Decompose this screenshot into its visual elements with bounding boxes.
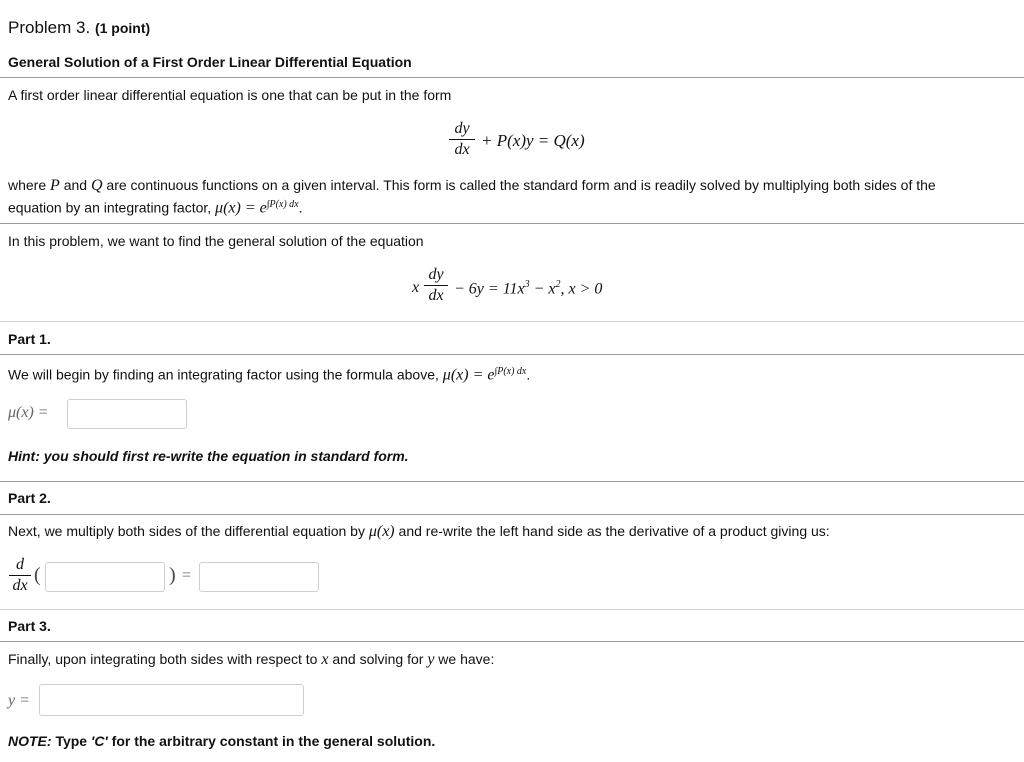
problem-heading: General Solution of a First Order Linear Differential Equation [8,54,412,70]
divider [0,481,1024,482]
standard-form-equation: + P(x)y = Q(x) [481,131,585,150]
product-answer-input[interactable] [45,562,165,592]
divider [0,223,1024,224]
divider [0,354,1024,355]
problem-title [8,18,150,38]
y-answer-input[interactable] [39,684,304,716]
integrating-factor-line: equation by an integrating factor, $\mu(x) = e^{\int P(x) dx}$. [8,199,303,217]
mu-label: μ(x) = [8,404,49,421]
frac-numerator: dy [454,120,470,137]
left-paren: ( [34,564,41,586]
dy-dx-fraction [449,120,475,159]
part3-text: Finally, upon integrating both sides with respect to x and solving for y we have: [8,651,495,668]
problem-number: Problem 3. [8,18,91,37]
problem-lead: In this problem, we want to find the general solution of the equation [8,233,424,249]
intro-text: A first order linear differential equation is one that can be put in the form [8,87,452,103]
right-paren: ) [169,564,176,586]
divider [0,609,1024,610]
rhs-answer-input[interactable] [199,562,319,592]
part2-title: Part 2. [8,490,51,506]
part1-text: We will begin by finding an integrating factor using the formula above, $\mu(x) = e^{\int P(x) dx}$. [8,366,531,384]
problem-equation: − $6y = 11x^3 - x^2$, x > 0 [454,279,603,298]
divider [0,77,1024,78]
divider [0,641,1024,642]
equals-sign: = [182,567,192,584]
frac-denominator: dx [454,141,470,158]
y-label: y = [8,692,30,709]
part1-hint: Hint: you should first re-write the equation in standard form. [8,448,409,464]
where-line: where P and Q are continuous functions on a given interval. This form is called the standard form and is readily solved by multiplying both sides of the [8,177,936,194]
mu-answer-input[interactable] [67,399,187,429]
problem-points: (1 point) [94,20,151,36]
dy-dx-fraction: dy dx [424,266,448,305]
eq-x: x [412,279,420,296]
divider [0,514,1024,515]
part3-note: NOTE: Type 'C' for the arbitrary constant in the general solution. [8,733,436,749]
d-dx-fraction: d dx [9,556,31,595]
part3-title: Part 3. [8,618,51,634]
part1-title: Part 1. [8,331,51,347]
part2-text: Next, we multiply both sides of the differential equation by μ(x) and re-write the left hand side as the derivative of a product giving us: [8,523,830,540]
divider [0,321,1024,322]
